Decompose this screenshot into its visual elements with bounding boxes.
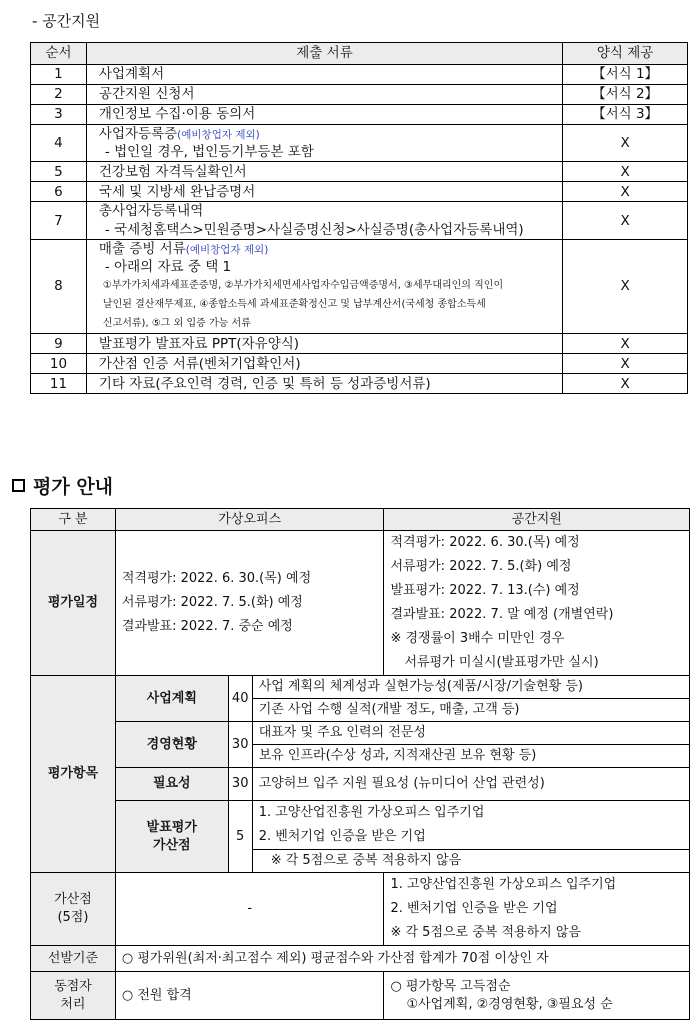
section-heading-evaluation (12, 472, 113, 499)
schedule-row (31, 531, 690, 676)
table-row (31, 239, 688, 333)
table-row (31, 334, 688, 354)
row-document: 기타 자료(주요인력 경력, 인증 및 특허 등 성과증빙서류) (86, 374, 562, 394)
tie-label (31, 972, 116, 1020)
schedule-virtual-line: 결과발표: 2022. 7. 중순 예정 (121, 619, 293, 634)
evaluation-table (30, 508, 690, 1020)
row-document: 국세 및 지방세 완납증명서 (86, 182, 562, 202)
table-row (31, 125, 688, 162)
item-name-line: 발표평가 (146, 819, 197, 835)
header-space-support: 공간지원 (384, 509, 690, 531)
schedule-virtual-line: 적격평가: 2022. 6. 30.(목) 예정 (121, 571, 312, 586)
row-document: 가산점 인증 서류(벤처기업확인서) (86, 354, 562, 374)
bonus-label (31, 873, 116, 946)
item-score: 5 (228, 801, 252, 873)
row-form: X (563, 202, 688, 239)
row-number: 1 (31, 65, 87, 85)
bonus-virtual: - (115, 873, 384, 946)
item-desc: 기존 사업 수행 실적(개발 정도, 매출, 고객 등) (252, 699, 689, 722)
table-row (31, 65, 688, 85)
tie-label-line: 동점자 (54, 978, 92, 994)
document-detail: 신고서류), ⑤그 외 입증 가능 서류 (102, 318, 251, 330)
evaluation-item-row (31, 676, 690, 699)
document-list-table (30, 42, 688, 394)
row-form: X (563, 239, 688, 333)
row-form: X (563, 374, 688, 394)
row-form: 【서식 3】 (563, 105, 688, 125)
row-number: 8 (31, 239, 87, 333)
item-score: 30 (228, 768, 252, 801)
row-document: 발표평가 발표자료 PPT(자유양식) (86, 334, 562, 354)
document-name: 매출 증빙 서류 (98, 240, 186, 257)
table-row (31, 162, 688, 182)
row-form: X (563, 354, 688, 374)
document-sub: - 법인일 경우, 법인등기부등본 포함 (104, 144, 314, 161)
tie-space-line: ①사업계획, ②경영현황, ③필요성 순 (406, 996, 613, 1012)
row-number: 10 (31, 354, 87, 374)
document-name: 총사업자등록내역 (98, 203, 204, 220)
row-document: 공간지원 신청서 (86, 85, 562, 105)
row-number: 9 (31, 334, 87, 354)
schedule-space (384, 531, 690, 676)
item-desc: 사업 계획의 체계성과 실현가능성(제품/시장/기술현황 등) (252, 676, 689, 699)
schedule-space-line: 결과발표: 2022. 7. 말 예정 (개별연락) (390, 607, 614, 622)
tie-space-line: ○ 평가항목 고득점순 (390, 978, 511, 994)
schedule-virtual-line: 서류평가: 2022. 7. 5.(화) 예정 (121, 595, 303, 610)
table-header-row (31, 43, 688, 65)
schedule-space-line: 발표평가: 2022. 7. 13.(수) 예정 (390, 583, 580, 598)
bonus-space-line: ※ 각 5점으로 중복 적용하지 않음 (390, 925, 581, 940)
row-number: 3 (31, 105, 87, 125)
row-number: 7 (31, 202, 87, 239)
schedule-label: 평가일정 (31, 531, 116, 676)
document-note: (예비창업자 제외) (185, 243, 269, 256)
row-number: 11 (31, 374, 87, 394)
row-document (86, 202, 562, 239)
section-heading-text: 평가 안내 (33, 476, 114, 498)
schedule-space-line: 서류평가: 2022. 7. 5.(화) 예정 (390, 559, 572, 574)
header-form: 양식 제공 (563, 43, 688, 65)
schedule-space-line: 서류평가 미실시(발표평가만 실시) (404, 655, 599, 670)
table-row (31, 105, 688, 125)
evaluation-item-row (31, 801, 690, 850)
bonus-label-line: (5점) (57, 910, 89, 925)
row-document: 건강보험 자격득실확인서 (86, 162, 562, 182)
document-name: 사업자등록증 (98, 126, 178, 142)
document-sub: - 국세청홈택스>민원증명>사실증명신청>사실증명(총사업자등록내역) (104, 221, 524, 238)
row-document (86, 125, 562, 162)
bonus-row (31, 873, 690, 946)
table-row (31, 182, 688, 202)
header-category: 구 분 (31, 509, 116, 531)
row-form: 【서식 2】 (563, 85, 688, 105)
item-desc-line: 2. 벤처기업 인증을 받은 기업 (258, 829, 426, 844)
row-number: 6 (31, 182, 87, 202)
criteria-label: 선발기준 (31, 946, 116, 972)
tie-row (31, 972, 690, 1020)
row-form: X (563, 162, 688, 182)
document-detail: 날인된 결산재무제표, ④종합소득세 과세표준확정신고 및 납부계산서(국세청 종합소득세 (102, 299, 486, 311)
checkbox-square-icon (12, 479, 25, 492)
evaluation-item-row (31, 722, 690, 745)
evaluation-item-row (31, 768, 690, 801)
document-note: (예비창업자 제외) (177, 129, 260, 141)
bonus-space-line: 2. 벤처기업 인증을 받은 기업 (390, 901, 558, 916)
item-name: 사업계획 (115, 676, 228, 722)
item-desc: ※ 각 5점으로 중복 적용하지 않음 (252, 850, 689, 873)
row-number: 5 (31, 162, 87, 182)
bonus-label-line: 가산점 (54, 892, 92, 908)
item-score: 40 (228, 676, 252, 722)
tie-space (384, 972, 690, 1020)
item-desc: 고양허브 입주 지원 필요성 (뉴미디어 산업 관련성) (252, 768, 689, 801)
item-name: 필요성 (115, 768, 228, 801)
schedule-space-line: ※ 경쟁률이 3배수 미만인 경우 (390, 631, 565, 646)
item-desc: 보유 인프라(수상 성과, 지적재산권 보유 현황 등) (252, 745, 689, 768)
section-title-space-support: - 공간지원 (32, 12, 101, 30)
item-desc: 대표자 및 주요 인력의 전문성 (252, 722, 689, 745)
item-desc-line: 1. 고양산업진흥원 가상오피스 입주기업 (258, 805, 485, 820)
criteria-row (31, 946, 690, 972)
criteria-text: ○ 평가위원(최저·최고점수 제외) 평균점수와 가산점 합계가 70점 이상인 자 (115, 946, 689, 972)
item-score: 30 (228, 722, 252, 768)
tie-label-line: 처리 (60, 996, 86, 1012)
table-row (31, 85, 688, 105)
row-form: X (563, 182, 688, 202)
document-detail: ①부가가치세과세표준증명, ②부가가치세면세사업자수입금액증명서, ③세무대리인의 직인이 (102, 280, 504, 292)
bonus-space-line: 1. 고양산업진흥원 가상오피스 입주기업 (390, 877, 617, 892)
item-name (115, 801, 228, 873)
table-row (31, 354, 688, 374)
row-number: 2 (31, 85, 87, 105)
row-form: 【서식 1】 (563, 65, 688, 85)
item-name-line: 가산점 (152, 837, 191, 853)
item-desc (252, 801, 689, 850)
table-row (31, 202, 688, 239)
schedule-space-line: 적격평가: 2022. 6. 30.(목) 예정 (390, 535, 580, 550)
row-document (86, 239, 562, 333)
table-header-row (31, 509, 690, 531)
row-form: X (563, 125, 688, 162)
table-row (31, 374, 688, 394)
header-documents: 제출 서류 (86, 43, 562, 65)
tie-virtual: ○ 전원 합격 (115, 972, 384, 1020)
header-virtual-office: 가상오피스 (115, 509, 384, 531)
document-sub: - 아래의 자료 중 택 1 (104, 259, 232, 276)
item-name: 경영현황 (115, 722, 228, 768)
row-document: 사업계획서 (86, 65, 562, 85)
header-order: 순서 (31, 43, 87, 65)
row-number: 4 (31, 125, 87, 162)
row-document: 개인정보 수집·이용 동의서 (86, 105, 562, 125)
items-label: 평가항목 (31, 676, 116, 873)
row-form: X (563, 334, 688, 354)
bonus-space (384, 873, 690, 946)
schedule-virtual (115, 531, 384, 676)
